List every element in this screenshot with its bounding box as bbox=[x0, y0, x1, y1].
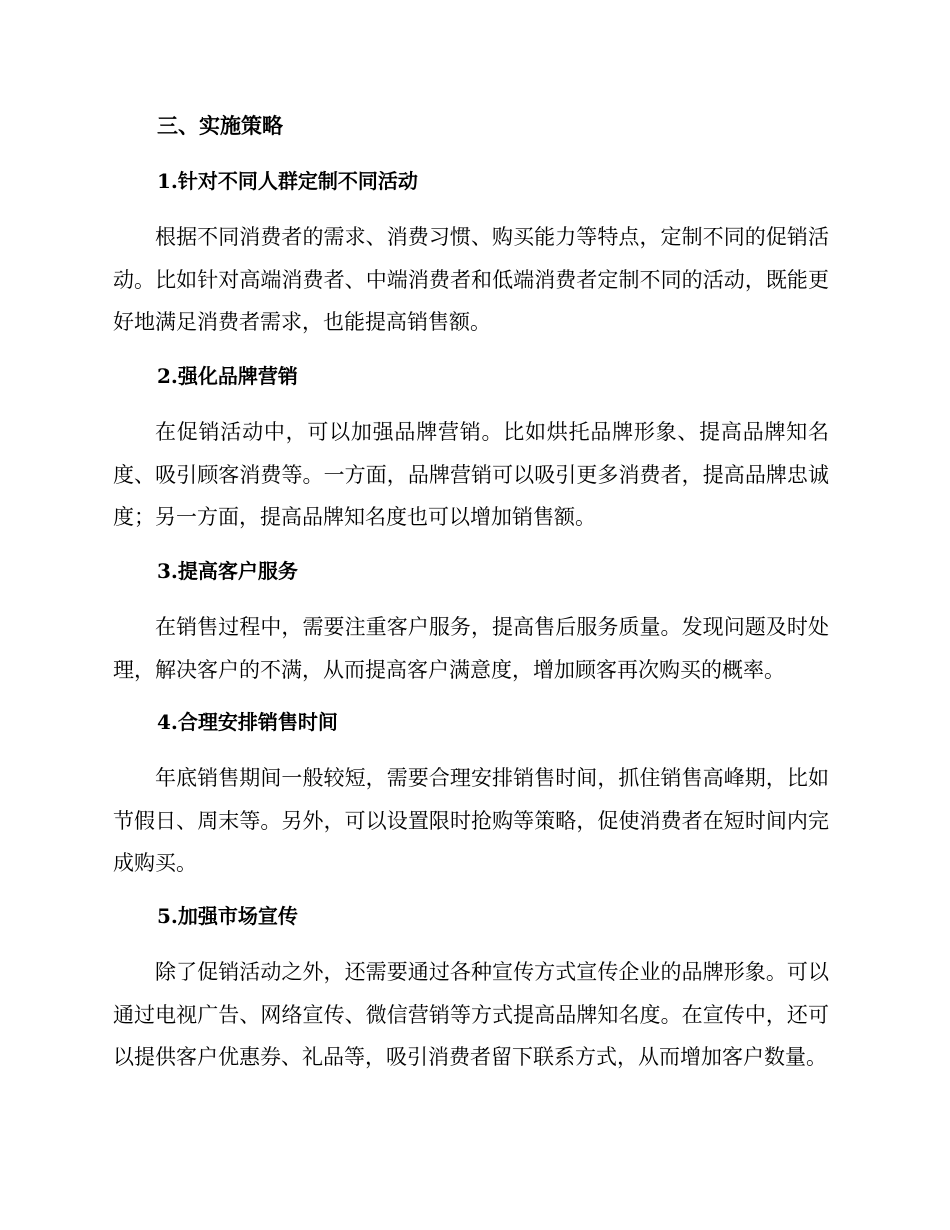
strategy-heading-1: 1.针对不同人群定制不同活动 bbox=[157, 169, 418, 193]
strategy-paragraph-1: 根据不同消费者的需求、消费习惯、购买能力等特点，定制不同的促销活动。比如针对高端消费者、中端消费者和低端消费者定制不同的活动，既能更好地满足消费者需求，也能提高销售额。 bbox=[113, 225, 829, 334]
section-title: 三、实施策略 bbox=[157, 113, 283, 138]
strategy-paragraph-3: 在销售过程中，需要注重客户服务，提高售后服务质量。发现问题及时处理，解决客户的不满，从而提高客户满意度，增加顾客再次购买的概率。 bbox=[113, 615, 829, 682]
strategy-paragraph-4: 年底销售期间一般较短，需要合理安排销售时间，抓住销售高峰期，比如节假日、周末等。另外，可以设置限时抢购等策略，促使消费者在短时间内完成购买。 bbox=[113, 766, 829, 875]
strategy-paragraph-2: 在促销活动中，可以加强品牌营销。比如烘托品牌形象、提高品牌知名度、吸引顾客消费等。一方面，品牌营销可以吸引更多消费者，提高品牌忠诚度；另一方面，提高品牌知名度也可以增加销售额。 bbox=[113, 420, 829, 529]
strategy-heading-2: 2.强化品牌营销 bbox=[157, 364, 298, 388]
strategy-heading-3: 3.提高客户服务 bbox=[157, 559, 298, 583]
strategy-heading-4: 4.合理安排销售时间 bbox=[157, 710, 338, 734]
strategy-paragraph-5: 除了促销活动之外，还需要通过各种宣传方式宣传企业的品牌形象。可以通过电视广告、网络宣传、微信营销等方式提高品牌知名度。在宣传中，还可以提供客户优惠券、礼品等，吸引消费者留下联系方式，从而增加客户数量。 bbox=[113, 960, 829, 1069]
strategy-heading-5: 5.加强市场宣传 bbox=[157, 904, 298, 928]
